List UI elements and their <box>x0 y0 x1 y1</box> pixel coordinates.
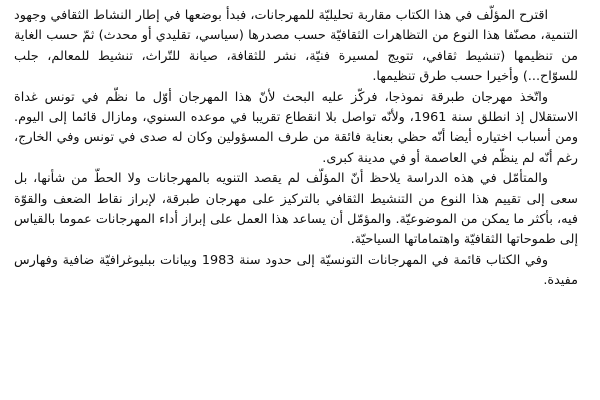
book-review-text <box>14 6 578 292</box>
paragraph-2: واتّخذ مهرجان طبرقة نموذجا، فركّز عليه البحث لأنّ هذا المهرجان أوّل ما نظّم في تونس غداة الاستقلال إذ انطلق سنة 1961، ولأنّه تواصل بلا انقطاع تقريبا في موعده السنوي، ومازال قائما إلى اليوم. ومن أسباب اختياره أيضا أنّه حظي بعناية فائقة من طرف المسؤولين وكان له صدى في تونس وفي الخارج، رغم أنّه لم ينظّم في العاصمة أو في مدينة كبرى. <box>14 89 579 166</box>
paragraph-4: وفي الكتاب قائمة في المهرجانات التونسيّة إلى حدود سنة 1983 وبيانات ببليوغرافيّة ضافية وفهارس مفيدة. <box>14 252 578 289</box>
paragraph-3: والمتأمّل في هذه الدراسة يلاحظ أنّ المؤلّف لم يقصد التنويه بالمهرجانات ولا الحطّ من شأنها، بل سعى إلى تقييم هذا النوع من التنشيط الثقافي بالتركيز على مهرجان طبرقة، لإبراز نقاط الضعف والقوّة فيه، بأكثر ما يمكن من الموضوعيّة. والمؤمّل أن يساعد هذا العمل على إبراز أداء المهرجانات عموما بالقياس إلى طموحاتها الثقافيّة واهتماماتها السياحيّة. <box>14 171 578 248</box>
paragraph-1: اقترح المؤلّف في هذا الكتاب مقاربة تحليليّة للمهرجانات، فبدأ بوضعها في إطار النشاط الثقافي وجهود التنمية، مصنّفا هذا النوع من التظاهرات الثقافيّة حسب مصدرها (سياسي، تقليدي أو محدث) ثمّ حسب الغاية من تنظيمها (تنشيط ثقافي، تتويج لمسيرة فنيّة، نشر للثقافة، صيانة للتّراث، تنشيط للمعالم، جلب للسوّاح...) وأخيرا حسب طرق تنظيمها. <box>14 8 578 85</box>
